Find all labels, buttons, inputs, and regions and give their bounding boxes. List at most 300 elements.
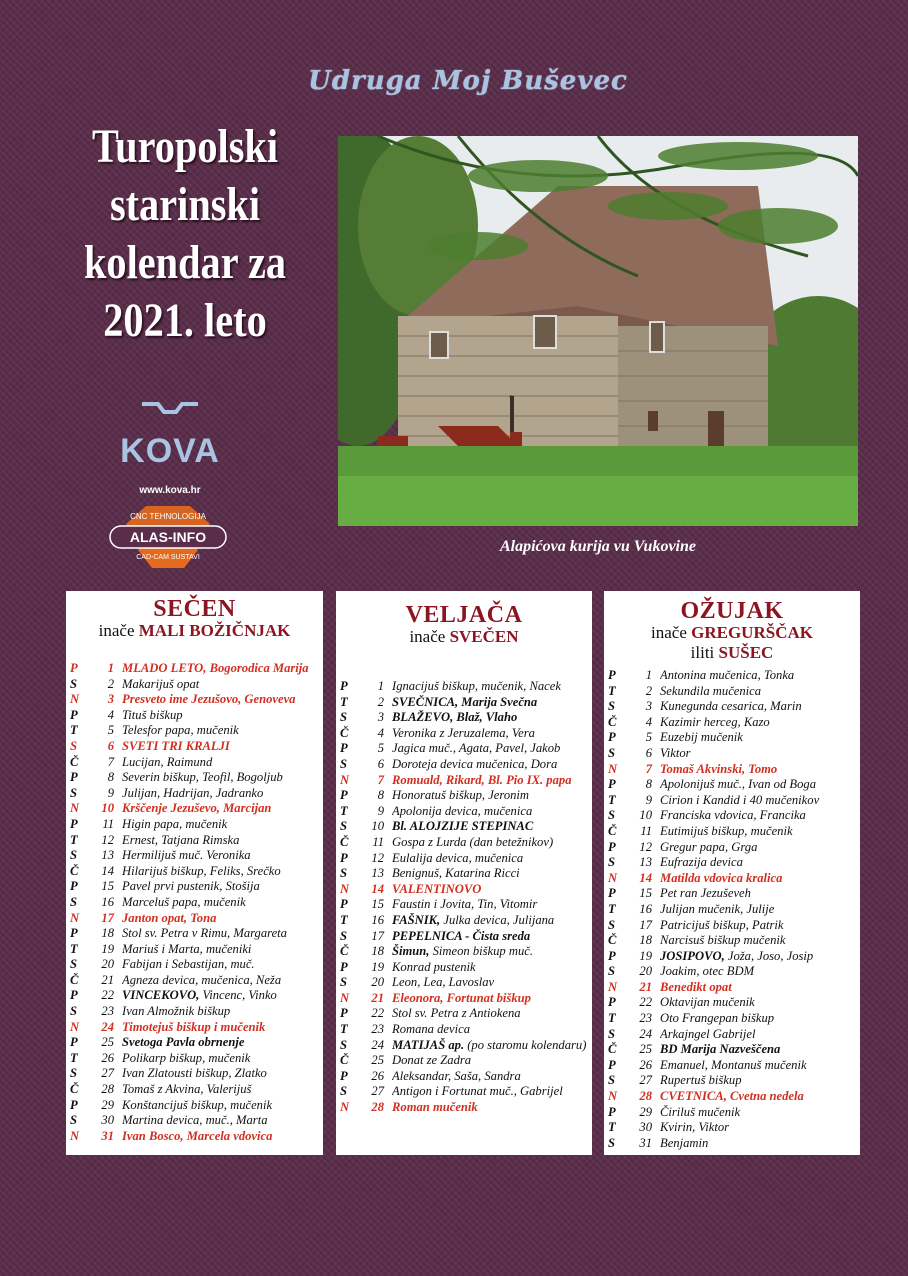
day-row bbox=[607, 1120, 858, 1136]
badge-main-text: ALAS-INFO bbox=[129, 529, 207, 545]
feast-name: Matilda vdovica kralica bbox=[660, 870, 783, 885]
weekday-letter: S bbox=[340, 819, 348, 834]
saint-names bbox=[392, 726, 590, 742]
day-row bbox=[69, 817, 321, 833]
day-row bbox=[339, 1084, 590, 1100]
weekday-letter: S bbox=[70, 1113, 78, 1128]
weekday-letter: S bbox=[340, 975, 348, 990]
feast-name: SVETI TRI KRALJI bbox=[122, 738, 230, 753]
day-row bbox=[69, 895, 321, 911]
day-row bbox=[69, 1066, 321, 1082]
weekday-letter: T bbox=[608, 792, 616, 807]
photo-caption: Alapićova kurija vu Vukovine bbox=[499, 538, 696, 555]
saint-names bbox=[392, 757, 590, 773]
day-row bbox=[339, 960, 590, 976]
day-number: 1 bbox=[377, 679, 384, 693]
day-row bbox=[339, 1069, 590, 1085]
feast-name: SVEČNICA, Marija Svečna bbox=[392, 694, 538, 709]
weekday-letter: T bbox=[340, 912, 348, 927]
feast-name: Janton opat, Tona bbox=[122, 910, 217, 925]
feast-name: CVETNICA, Cvetna nedela bbox=[660, 1089, 804, 1104]
feast-name: Bl. ALOJZIJE STEPINAC bbox=[392, 819, 534, 834]
weekday-letter: P bbox=[340, 679, 348, 693]
saint-name: Oto Frangepan biškup bbox=[660, 1011, 775, 1026]
weekday-letter: P bbox=[608, 995, 616, 1010]
day-number: 25 bbox=[101, 1035, 114, 1050]
day-number: 10 bbox=[101, 801, 114, 816]
weekday-letter: N bbox=[340, 772, 350, 787]
saint-names bbox=[660, 1105, 858, 1121]
weekday-letter: S bbox=[70, 957, 78, 972]
weekday-letter: N bbox=[608, 761, 618, 776]
saint-names bbox=[660, 1011, 858, 1027]
weekday-letter: P bbox=[70, 816, 78, 831]
saint-names bbox=[660, 855, 858, 871]
day-row bbox=[69, 988, 321, 1004]
saint-name: Sekundila mučenica bbox=[660, 683, 762, 698]
saint-names bbox=[660, 824, 858, 840]
day-row bbox=[607, 777, 858, 793]
title-line: Turopolski bbox=[91, 120, 279, 173]
saint-names bbox=[392, 960, 590, 976]
day-row bbox=[339, 913, 590, 929]
weekday-letter: P bbox=[70, 1097, 78, 1112]
saint-names bbox=[122, 708, 321, 724]
day-number: 17 bbox=[639, 917, 652, 932]
weekday-letter: T bbox=[70, 723, 78, 738]
day-row bbox=[607, 715, 858, 731]
weekday-letter: N bbox=[70, 692, 80, 707]
day-number: 6 bbox=[377, 756, 384, 771]
saint-names bbox=[392, 819, 590, 835]
day-row bbox=[69, 1004, 321, 1020]
day-row bbox=[69, 801, 321, 817]
day-number: 16 bbox=[371, 912, 384, 927]
saint-names bbox=[660, 730, 858, 746]
day-row bbox=[69, 1113, 321, 1129]
feast-name: Šimun, bbox=[392, 944, 430, 959]
day-number: 31 bbox=[101, 1128, 114, 1143]
day-number: 12 bbox=[371, 850, 384, 865]
day-number: 10 bbox=[639, 808, 652, 823]
day-number: 17 bbox=[371, 928, 384, 943]
saint-names bbox=[392, 991, 590, 1007]
saint-name: Eulalija devica, mučenica bbox=[392, 850, 524, 865]
weekday-letter: S bbox=[70, 894, 78, 909]
saint-names bbox=[392, 944, 590, 960]
saint-names bbox=[392, 695, 590, 711]
weekday-letter: Č bbox=[608, 1042, 617, 1057]
saint-name: Hilarijuš biškup, Feliks, Srečko bbox=[122, 863, 281, 878]
day-row bbox=[339, 866, 590, 882]
day-row bbox=[69, 661, 321, 677]
day-row bbox=[69, 957, 321, 973]
day-row bbox=[339, 741, 590, 757]
saint-names bbox=[122, 739, 321, 755]
day-row bbox=[607, 995, 858, 1011]
day-row bbox=[607, 871, 858, 887]
day-number: 23 bbox=[639, 1011, 652, 1026]
day-row bbox=[607, 1042, 858, 1058]
saint-name: Konštancijuš biškup, mučenik bbox=[122, 1097, 273, 1112]
saint-name: Kunegunda cesarica, Marin bbox=[660, 699, 802, 714]
month-name: VELJAČA bbox=[405, 602, 523, 628]
weekday-letter: P bbox=[340, 1068, 348, 1083]
feast-name: Krščenje Jezuševo, Marcijan bbox=[122, 801, 272, 816]
saint-names bbox=[660, 980, 858, 996]
day-number: 22 bbox=[101, 988, 114, 1003]
month-header bbox=[66, 591, 323, 641]
weekday-letter: P bbox=[608, 777, 616, 792]
day-row bbox=[607, 1136, 858, 1152]
saint-names bbox=[122, 988, 321, 1004]
day-number: 12 bbox=[639, 839, 652, 854]
day-row bbox=[69, 723, 321, 739]
month-alias-second: iliti SUŠEC bbox=[690, 643, 774, 662]
day-row bbox=[69, 739, 321, 755]
weekday-letter: T bbox=[608, 1011, 616, 1026]
day-number: 18 bbox=[639, 933, 652, 948]
day-number: 29 bbox=[101, 1097, 114, 1112]
day-row bbox=[69, 942, 321, 958]
day-number: 5 bbox=[107, 723, 114, 738]
saint-names bbox=[392, 741, 590, 757]
day-row bbox=[607, 684, 858, 700]
saint-names bbox=[660, 1089, 858, 1105]
feast-name: Tomaš Akvinski, Tomo bbox=[660, 761, 778, 776]
day-number: 3 bbox=[645, 699, 652, 714]
weekday-letter: S bbox=[608, 964, 616, 979]
saint-name: Faustin i Jovita, Tin, Vitomir bbox=[392, 897, 538, 912]
day-number: 9 bbox=[107, 785, 114, 800]
saint-names bbox=[122, 1098, 321, 1114]
weekday-letter: S bbox=[608, 1026, 616, 1041]
weekday-letter: P bbox=[608, 948, 616, 963]
day-number: 21 bbox=[101, 972, 114, 987]
saint-names bbox=[122, 1113, 321, 1129]
saint-names bbox=[660, 746, 858, 762]
weekday-letter: T bbox=[340, 694, 348, 709]
feast-name: Romuald, Rikard, Bl. Pio IX. papa bbox=[392, 772, 572, 787]
day-number: 29 bbox=[639, 1104, 652, 1119]
weekday-letter: S bbox=[608, 699, 616, 714]
saint-name: Arkajngel Gabrijel bbox=[660, 1026, 756, 1041]
saint-names bbox=[660, 840, 858, 856]
day-number: 13 bbox=[371, 866, 384, 881]
saint-name: Gospa z Lurda (dan betežnikov) bbox=[392, 834, 554, 849]
day-row bbox=[339, 726, 590, 742]
day-number: 26 bbox=[639, 1057, 652, 1072]
saint-names bbox=[660, 777, 858, 793]
feast-name: MATIJAŠ ap. bbox=[392, 1037, 465, 1052]
day-number: 24 bbox=[101, 1019, 114, 1034]
saint-names bbox=[392, 710, 590, 726]
saint-names bbox=[660, 1136, 858, 1152]
saint-name: Antigon i Fortunat muč., Gabrijel bbox=[392, 1084, 563, 1099]
weekday-letter: N bbox=[608, 1089, 618, 1104]
day-number: 11 bbox=[640, 823, 652, 838]
saint-names bbox=[122, 1020, 321, 1036]
weekday-letter: N bbox=[608, 979, 618, 994]
saint-names bbox=[660, 1027, 858, 1043]
day-row bbox=[69, 864, 321, 880]
saint-names bbox=[122, 1066, 321, 1082]
day-row bbox=[607, 1105, 858, 1121]
saint-names bbox=[122, 1051, 321, 1067]
saint-names bbox=[122, 1129, 321, 1145]
saint-names bbox=[660, 793, 858, 809]
day-number: 15 bbox=[101, 879, 114, 894]
weekday-letter: T bbox=[70, 941, 78, 956]
weekday-letter: Č bbox=[70, 1082, 79, 1097]
feast-name: VALENTINOVO bbox=[392, 881, 482, 896]
saint-names bbox=[122, 817, 321, 833]
day-row bbox=[607, 746, 858, 762]
month-alias: inače MALI BOŽIČNJAK bbox=[98, 621, 291, 640]
weekday-letter: Č bbox=[608, 933, 617, 948]
saint-names bbox=[660, 808, 858, 824]
weekday-letter: S bbox=[70, 676, 78, 691]
saint-names bbox=[122, 895, 321, 911]
day-number: 24 bbox=[639, 1026, 652, 1041]
day-row bbox=[69, 770, 321, 786]
day-number: 11 bbox=[372, 834, 384, 849]
day-number: 28 bbox=[639, 1089, 652, 1104]
day-row bbox=[607, 699, 858, 715]
weekday-letter: P bbox=[70, 770, 78, 785]
weekday-letter: T bbox=[608, 1120, 616, 1135]
day-number: 21 bbox=[639, 979, 652, 994]
feast-name: VINCEKOVO, bbox=[122, 988, 200, 1003]
day-number: 5 bbox=[645, 730, 652, 745]
saint-name: Doroteja devica mučenica, Dora bbox=[392, 756, 558, 771]
day-number: 8 bbox=[377, 788, 384, 803]
day-row bbox=[69, 833, 321, 849]
saint-name: Hermilijuš muč. Veronika bbox=[122, 848, 251, 863]
saint-names bbox=[660, 949, 858, 965]
weekday-letter: S bbox=[70, 1004, 78, 1019]
saint-name: Stol sv. Petra z Antiokena bbox=[392, 1006, 521, 1021]
saint-names bbox=[122, 833, 321, 849]
day-list bbox=[69, 661, 321, 1144]
day-number: 14 bbox=[101, 863, 114, 878]
weekday-letter: Č bbox=[340, 725, 349, 740]
saint-name: Ivan Almožnik biškup bbox=[122, 1004, 231, 1019]
feast-name: Ivan Bosco, Marcela vdovica bbox=[122, 1128, 273, 1143]
saint-name: Euzebij mučenik bbox=[660, 730, 743, 745]
day-row bbox=[339, 710, 590, 726]
saint-names bbox=[122, 926, 321, 942]
saint-name: Joakim, otec BDM bbox=[660, 964, 755, 979]
saint-name: Higin papa, mučenik bbox=[122, 816, 228, 831]
day-number: 23 bbox=[371, 1022, 384, 1037]
day-number: 30 bbox=[101, 1113, 114, 1128]
brand-logo-icon bbox=[140, 398, 200, 418]
day-row bbox=[69, 708, 321, 724]
day-row bbox=[69, 848, 321, 864]
feast-name: Timotejuš biškup i mučenik bbox=[122, 1019, 266, 1034]
saint-name: Leon, Lea, Lavoslav bbox=[392, 975, 495, 990]
saint-names bbox=[392, 1038, 590, 1054]
saint-names bbox=[122, 848, 321, 864]
weekday-letter: Č bbox=[608, 823, 617, 838]
weekday-letter: S bbox=[340, 756, 348, 771]
saint-names bbox=[660, 871, 858, 887]
weekday-letter: N bbox=[340, 881, 350, 896]
title-line: kolendar za bbox=[84, 236, 286, 289]
day-row bbox=[339, 804, 590, 820]
saint-name: Rupertuš biškup bbox=[660, 1073, 742, 1088]
day-number: 2 bbox=[645, 683, 652, 698]
weekday-letter: S bbox=[608, 808, 616, 823]
day-number: 9 bbox=[645, 792, 652, 807]
saint-name: Oktavijan mučenik bbox=[660, 995, 755, 1010]
day-row bbox=[607, 1073, 858, 1089]
day-row bbox=[69, 1082, 321, 1098]
brand-name: KOVA bbox=[120, 432, 220, 470]
feast-name: Eleonora, Fortunat biškup bbox=[392, 990, 531, 1005]
weekday-letter: P bbox=[340, 897, 348, 912]
weekday-letter: P bbox=[70, 988, 78, 1003]
saint-names bbox=[122, 692, 321, 708]
saint-name: Ivan Zlatousti biškup, Zlatko bbox=[122, 1066, 267, 1081]
saint-name: Telesfor papa, mučenik bbox=[122, 723, 239, 738]
day-row bbox=[339, 851, 590, 867]
saint-name: Patricijuš biškup, Patrik bbox=[660, 917, 784, 932]
day-number: 8 bbox=[645, 777, 652, 792]
saint-names bbox=[392, 804, 590, 820]
saint-name: Agneza devica, mučenica, Neža bbox=[122, 972, 282, 987]
weekday-letter: Č bbox=[70, 863, 79, 878]
saint-names bbox=[392, 1006, 590, 1022]
day-row bbox=[69, 692, 321, 708]
feast-name: MLADO LETO, Bogorodica Marija bbox=[122, 661, 309, 675]
day-number: 7 bbox=[645, 761, 652, 776]
day-number: 2 bbox=[377, 694, 384, 709]
weekday-letter: P bbox=[70, 1035, 78, 1050]
day-number: 3 bbox=[107, 692, 114, 707]
saint-names bbox=[660, 886, 858, 902]
saint-names bbox=[122, 786, 321, 802]
month-alias: inače SVEČEN bbox=[409, 627, 519, 646]
day-number: 20 bbox=[101, 957, 114, 972]
weekday-letter: P bbox=[608, 668, 616, 682]
month-card-veljaca bbox=[336, 591, 592, 1155]
weekday-letter: P bbox=[340, 1006, 348, 1021]
day-number: 26 bbox=[101, 1050, 114, 1065]
saint-names bbox=[122, 770, 321, 786]
weekday-letter: P bbox=[340, 741, 348, 756]
day-number: 27 bbox=[639, 1073, 652, 1088]
weekday-letter: S bbox=[70, 1066, 78, 1081]
day-row bbox=[339, 882, 590, 898]
saint-name: Benjamin bbox=[660, 1135, 709, 1150]
day-row bbox=[339, 991, 590, 1007]
saint-names bbox=[392, 929, 590, 945]
saint-name: Eufrazija devica bbox=[660, 855, 743, 870]
day-row bbox=[339, 695, 590, 711]
saint-name: Marceluš papa, mučenik bbox=[122, 894, 246, 909]
day-row bbox=[69, 1129, 321, 1145]
day-number: 23 bbox=[101, 1004, 114, 1019]
day-number: 16 bbox=[101, 894, 114, 909]
weekday-letter: P bbox=[70, 926, 78, 941]
weekday-letter: P bbox=[608, 1104, 616, 1119]
weekday-letter: Č bbox=[608, 714, 617, 729]
weekday-letter: S bbox=[608, 745, 616, 760]
weekday-letter: T bbox=[70, 1050, 78, 1065]
saint-name: Emanuel, Montanuš mučenik bbox=[660, 1057, 807, 1072]
day-number: 21 bbox=[371, 990, 384, 1005]
weekday-letter: Č bbox=[340, 1053, 349, 1068]
day-number: 15 bbox=[639, 886, 652, 901]
day-number: 18 bbox=[371, 944, 384, 959]
day-number: 26 bbox=[371, 1068, 384, 1083]
day-number: 4 bbox=[645, 714, 652, 729]
saint-name: Lucijan, Raimund bbox=[122, 754, 213, 769]
calendar-title bbox=[80, 118, 290, 350]
saint-name: Julijan mučenik, Julije bbox=[660, 901, 775, 916]
day-row bbox=[339, 788, 590, 804]
feast-name: BLAŽEVO, Blaž, Vlaho bbox=[392, 710, 518, 725]
saint-names bbox=[392, 1084, 590, 1100]
saint-names bbox=[122, 1004, 321, 1020]
saint-names bbox=[392, 975, 590, 991]
organization-name: Udruga Moj Buševec bbox=[308, 66, 628, 96]
day-number: 20 bbox=[639, 964, 652, 979]
month-header bbox=[336, 591, 592, 647]
day-number: 31 bbox=[639, 1135, 652, 1150]
weekday-letter: T bbox=[340, 803, 348, 818]
saint-names bbox=[660, 995, 858, 1011]
day-number: 27 bbox=[101, 1066, 114, 1081]
saint-name: Honoratuš biškup, Jeronim bbox=[392, 788, 530, 803]
saint-name: Julka devica, Julijana bbox=[440, 912, 555, 927]
day-row bbox=[69, 1020, 321, 1036]
day-row bbox=[339, 679, 590, 695]
saint-name: Tituš biškup bbox=[122, 707, 183, 722]
saint-name: Simeon biškup muč. bbox=[429, 944, 533, 959]
saint-name: Vincenc, Vinko bbox=[199, 988, 277, 1003]
saint-name: Stol sv. Petra v Rimu, Margareta bbox=[122, 926, 287, 941]
month-alias: inače GREGURŠČAK bbox=[651, 623, 813, 642]
saint-name: Makarijuš opat bbox=[122, 676, 200, 691]
day-number: 2 bbox=[107, 676, 114, 691]
day-number: 8 bbox=[107, 770, 114, 785]
month-card-ozujak bbox=[604, 591, 860, 1155]
saint-names bbox=[660, 1042, 858, 1058]
day-row bbox=[69, 973, 321, 989]
saint-name: Julijan, Hadrijan, Jadranko bbox=[122, 785, 264, 800]
weekday-letter: N bbox=[340, 1100, 350, 1115]
day-number: 11 bbox=[102, 816, 114, 831]
day-row bbox=[339, 773, 590, 789]
feast-name: JOSIPOVO, bbox=[660, 948, 725, 963]
saint-names bbox=[392, 1100, 590, 1116]
day-row bbox=[339, 1053, 590, 1069]
day-number: 7 bbox=[107, 754, 114, 769]
weekday-letter: N bbox=[70, 801, 80, 816]
weekday-letter: S bbox=[608, 917, 616, 932]
day-number: 6 bbox=[645, 745, 652, 760]
weekday-letter: Č bbox=[340, 944, 349, 959]
weekday-letter: P bbox=[340, 959, 348, 974]
weekday-letter: S bbox=[340, 928, 348, 943]
day-number: 14 bbox=[639, 870, 652, 885]
day-number: 7 bbox=[377, 772, 384, 787]
day-number: 3 bbox=[377, 710, 384, 725]
saint-name: Franciska vdovica, Francika bbox=[660, 808, 806, 823]
